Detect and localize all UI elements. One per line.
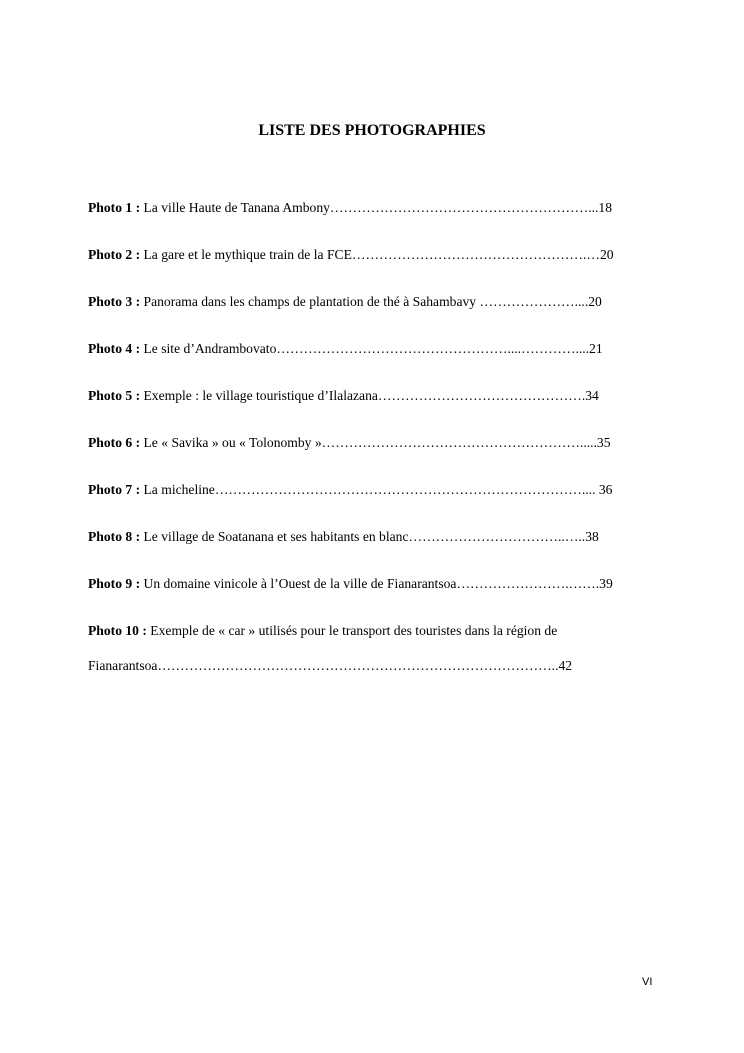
photo-number: Photo 7 : — [88, 482, 141, 497]
list-item — [88, 387, 654, 405]
photo-caption: Le « Savika » ou « Tolonomby »………………………………………………….....35 — [140, 435, 611, 450]
photo-number: Photo 9 : — [88, 576, 141, 591]
photo-caption: Panorama dans les champs de plantation de thé à Sahambavy …………………....20 — [140, 294, 602, 309]
photo-caption: Le site d’Andrambovato……………………………………………....…………....21 — [140, 341, 603, 356]
photo-number: Photo 6 : — [88, 435, 141, 450]
photo-number: Photo 8 : — [88, 529, 141, 544]
list-item — [88, 434, 654, 452]
photo-caption: Un domaine vinicole à l’Ouest de la ville de Fianarantsoa…………………….…….39 — [140, 576, 613, 591]
photo-caption: Le village de Soatanana et ses habitants en blanc……………………………..…..38 — [140, 529, 599, 544]
list-item — [88, 199, 654, 217]
photo-caption: Exemple : le village touristique d’Ilalazana……………………………………….34 — [140, 388, 599, 403]
photo-caption: Exemple de « car » utilisés pour le transport des touristes dans la région de — [146, 623, 558, 638]
photo-number: Photo 10 : — [88, 623, 147, 638]
photo-caption: La ville Haute de Tanana Ambony…………………………………………………...18 — [140, 200, 612, 215]
photo-number: Photo 4 : — [88, 341, 141, 356]
photo-number: Photo 5 : — [88, 388, 141, 403]
page-title: LISTE DES PHOTOGRAPHIES — [258, 122, 486, 139]
photo-number: Photo 3 : — [88, 294, 141, 309]
photo-number: Photo 2 : — [88, 247, 141, 262]
list-item — [88, 293, 654, 311]
list-item — [88, 622, 654, 675]
photo-caption: La micheline……………………………………………………………………….... 36 — [140, 482, 613, 497]
page-number: VI — [642, 976, 653, 988]
list-item — [88, 481, 654, 499]
photo-number: Photo 1 : — [88, 200, 141, 215]
list-item — [88, 246, 654, 264]
caption-line-continued: Fianarantsoa……………………………………………………………………………..42 — [88, 658, 573, 673]
list-item — [88, 528, 654, 546]
photo-caption: La gare et le mythique train de la FCE…………………………………………….…20 — [140, 247, 614, 262]
photo-list — [88, 199, 654, 675]
list-item — [88, 575, 654, 593]
list-item — [88, 340, 654, 358]
caption-line — [88, 622, 654, 640]
